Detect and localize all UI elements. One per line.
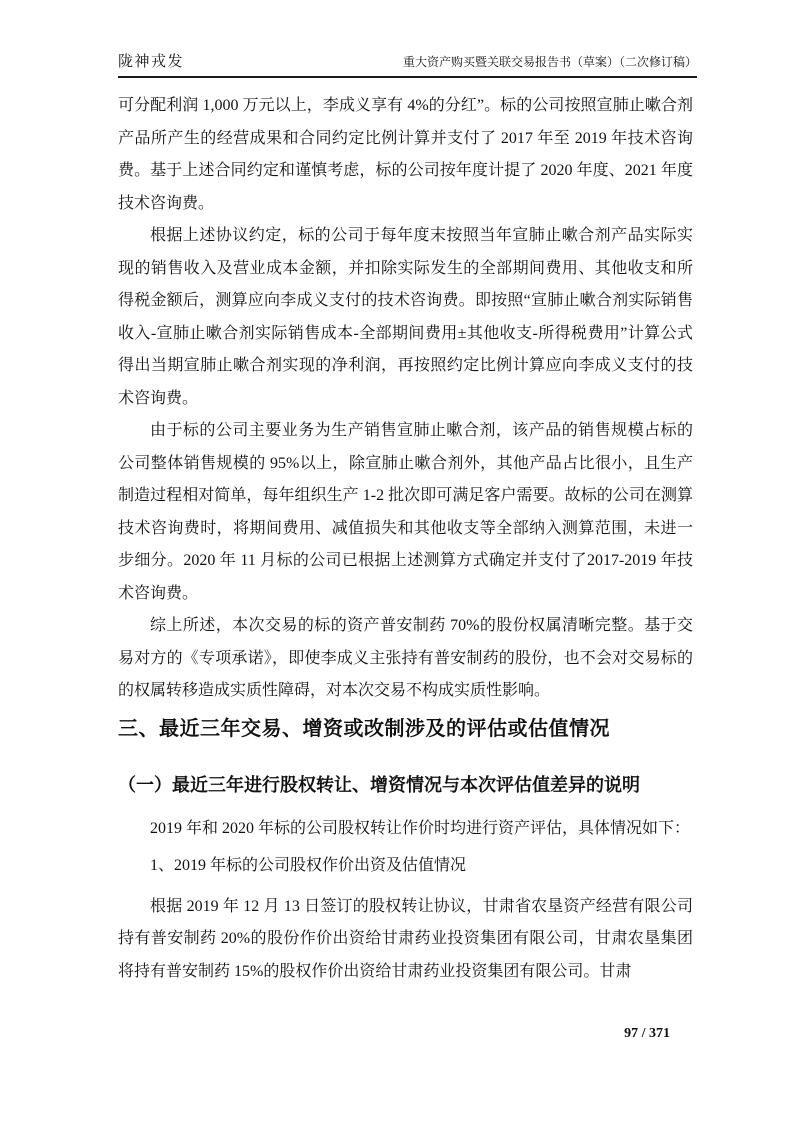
body-paragraph-continuation: 可分配利润 1,000 万元以上，李成义享有 4%的分红”。标的公司按照宣肺止嗽合剂产品所产生的经营成果和合同约定比例计算并支付了 2017 年至 2019 年技术咨询费。基于上述合同约定和谨慎考虑，标的公司按年度计提了 2020 年度、2021 年度技术咨询费。	[118, 97, 693, 212]
header-company-short-name: 陇神戎发	[118, 54, 185, 70]
numbered-item-heading: 1、2019 年标的公司股权作价出资及估值情况	[150, 857, 467, 874]
subsection-heading: （一）最近三年进行股权转让、增资情况与本次评估值差异的说明	[118, 774, 640, 795]
body-paragraph: 2019 年和 2020 年标的公司股权转让作价时均进行资产评估，具体情况如下：	[150, 819, 691, 837]
body-paragraph: 由于标的公司主要业务为生产销售宣肺止嗽合剂，该产品的销售规模占标的公司整体销售规模的 95%以上，除宣肺止嗽合剂外，其他产品占比很小，且生产制造过程相对简单，每年组织生产 1-2 批次即可满足客户需要。故标的公司在测算技术咨询费时，将期间费用、减值损失和其他收支等全部纳入测算范围，未进一步细分。2020 年 11 月标的公司已根据上述测算方式确定并支付了2017-2019 年技术咨询费。	[118, 422, 693, 602]
body-paragraph: 综上所述，本次交易的标的资产普安制药 70%的股份权属清晰完整。基于交易对方的《专项承诺》，即使李成义主张持有普安制药的股份，也不会对交易标的的权属转移造成实质性障碍，对本次交易不构成实质性影响。	[118, 617, 693, 699]
page-header	[118, 50, 697, 78]
page-number: 97 / 371	[624, 1026, 670, 1041]
section-heading: 三、最近三年交易、增资或改制涉及的评估或估值情况	[118, 717, 610, 740]
body-paragraph: 根据 2019 年 12 月 13 日签订的股权转让协议，甘肃省农垦资产经营有限公司持有普安制药 20%的股份作价出资给甘肃药业投资集团有限公司，甘肃农垦集团将持有普安制药 15%的股权作价出资给甘肃药业投资集团有限公司。甘肃	[118, 897, 693, 980]
body-paragraph: 根据上述协议约定，标的公司于每年度末按照当年宣肺止嗽合剂产品实际实现的销售收入及营业成本金额，并扣除实际发生的全部期间费用、其他收支和所得税金额后，测算应向李成义支付的技术咨询费。即按照“宣肺止嗽合剂实际销售收入-宣肺止嗽合剂实际销售成本-全部期间费用±其他收支-所得税费用”计算公式得出当期宣肺止嗽合剂实现的净利润，再按照约定比例计算应向李成义支付的技术咨询费。	[118, 227, 693, 407]
header-report-title: 重大资产购买暨关联交易报告书（草案）（二次修订稿）	[402, 55, 697, 69]
document-body	[118, 90, 693, 988]
